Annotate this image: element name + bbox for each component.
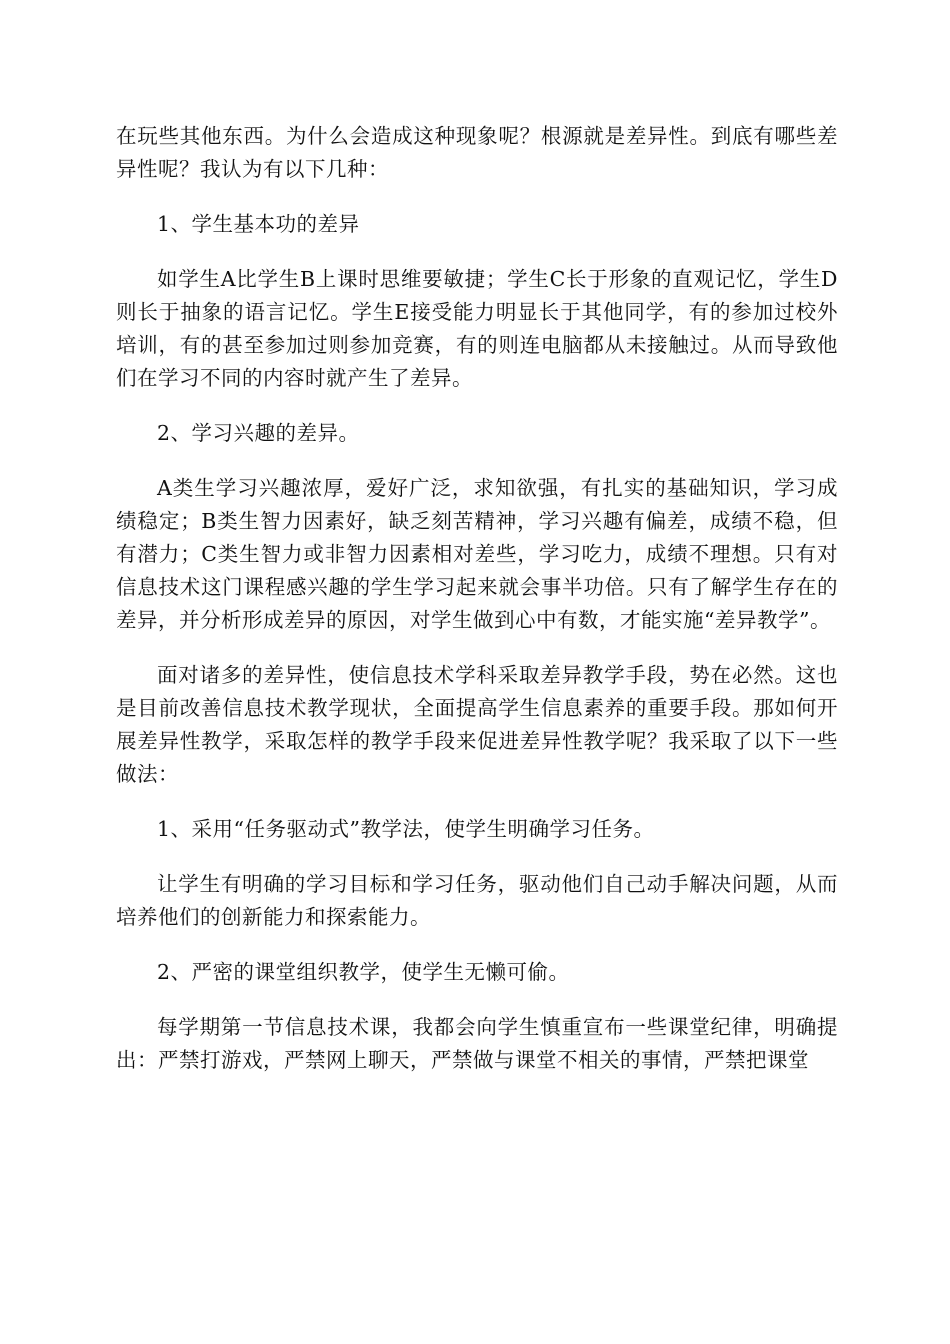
paragraph-task-driven-detail: 让学生有明确的学习目标和学习任务，驱动他们自己动手解决问题，从而培养他们的创新能力和探索能力。	[116, 872, 838, 929]
paragraph-differentiated-teaching: 面对诸多的差异性，使信息技术学科采取差异教学手段，势在必然。这也是目前改善信息技术教学现状，全面提高学生信息素养的重要手段。那如何开展差异性教学，采取怎样的教学手段来促进差异性教学呢？我采取了以下一些做法：	[116, 663, 838, 786]
heading-interest-difference: 2、学习兴趣的差异。	[157, 421, 360, 445]
paragraph-intro-continuation: 在玩些其他东西。为什么会造成这种现象呢？根源就是差异性。到底有哪些差异性呢？我认为有以下几种：	[116, 124, 838, 181]
heading-classroom-organization: 2、严密的课堂组织教学，使学生无懒可偷。	[157, 960, 570, 984]
paragraph-classroom-rules: 每学期第一节信息技术课，我都会向学生慎重宣布一些课堂纪律，明确提出：严禁打游戏，严禁网上聊天，严禁做与课堂不相关的事情，严禁把课堂	[116, 1015, 838, 1072]
heading-task-driven-method: 1、采用“任务驱动式”教学法，使学生明确学习任务。	[157, 817, 655, 841]
document-body	[116, 120, 838, 1099]
heading-basic-skill-difference: 1、学生基本功的差异	[157, 212, 360, 236]
paragraph-basic-skill-examples: 如学生A比学生B上课时思维要敏捷；学生C长于形象的直观记忆，学生D则长于抽象的语言记忆。学生E接受能力明显长于其他同学，有的参加过校外培训，有的甚至参加过则参加竞赛，有的则连电脑都从未接触过。从而导致他们在学习不同的内容时就产生了差异。	[116, 267, 838, 390]
paragraph-student-categories: A类生学习兴趣浓厚，爱好广泛，求知欲强，有扎实的基础知识，学习成绩稳定；B类生智力因素好，缺乏刻苦精神，学习兴趣有偏差，成绩不稳，但有潜力；C类生智力或非智力因素相对差些，学习吃力，成绩不理想。只有对信息技术这门课程感兴趣的学生学习起来就会事半功倍。只有了解学生存在的差异，并分析形成差异的原因，对学生做到心中有数，才能实施“差异教学”。	[116, 476, 838, 632]
